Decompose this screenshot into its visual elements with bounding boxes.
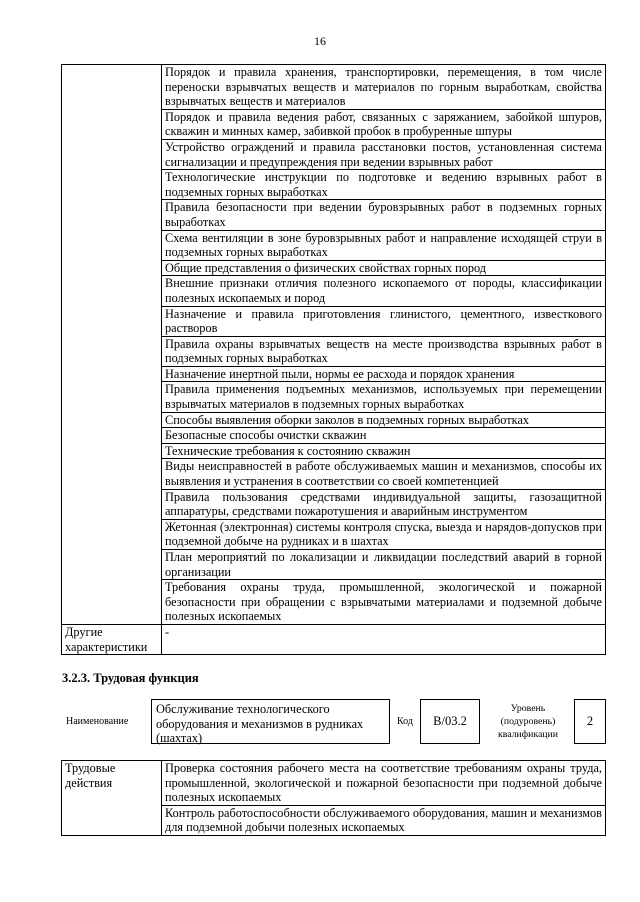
- knowledge-item: Технические требования к состоянию скважин: [162, 443, 606, 459]
- knowledge-item: Правила пользования средствами индивидуальной защиты, газозащитной аппаратуры, средствами пожаротушения и аварийным инструментом: [162, 489, 606, 519]
- knowledge-item: Внешние признаки отличия полезного ископаемого от породы, классификации полезных ископаемых и пород: [162, 276, 606, 306]
- knowledge-label-cell: [62, 65, 162, 625]
- knowledge-item: Виды неисправностей в работе обслуживаемых машин и механизмов, способы их выявления и устранения в соответствии со своей компетенцией: [162, 459, 606, 489]
- function-code-value: B/03.2: [420, 699, 480, 744]
- labor-actions-label: Трудовые действия: [62, 761, 162, 836]
- knowledge-item: Способы выявления оборки заколов в подземных горных выработках: [162, 412, 606, 428]
- qualification-level-value: 2: [574, 699, 606, 744]
- function-code-label: Код: [397, 716, 413, 727]
- knowledge-row: [62, 65, 606, 110]
- other-characteristics-value: -: [162, 624, 606, 654]
- section-heading: 3.2.3. Трудовая функция: [62, 671, 199, 685]
- knowledge-item: Жетонная (электронная) системы контроля спуска, выезда и нарядов-допусков при подземной добыче на рудниках и в шахтах: [162, 519, 606, 549]
- function-name-label: Наименование: [66, 716, 129, 727]
- labor-action-item: Проверка состояния рабочего места на соответствие требованиям охраны труда, промышленной, экологической и пожарной безопасности при подземной добыче полезных ископаемых: [162, 761, 606, 806]
- labor-action-item: Контроль работоспособности обслуживаемого оборудования, машин и механизмов для подземной добычи полезных ископаемых: [162, 805, 606, 835]
- knowledge-item: Правила безопасности при ведении буровзрывных работ в подземных горных выработках: [162, 200, 606, 230]
- labor-action-row: [62, 761, 606, 806]
- knowledge-item: Порядок и правила хранения, транспортировки, перемещения, в том числе переноски взрывчатых веществ и материалов по горным выработкам, свойства взрывчатых веществ и материалов: [162, 65, 606, 110]
- qualification-level-label: Уровень (подуровень) квалификации: [497, 703, 559, 740]
- function-name-value: Обслуживание технологического оборудования и механизмов в рудниках (шахтах): [151, 699, 390, 744]
- knowledge-item: Требования охраны труда, промышленной, экологической и пожарной безопасности при обращении с взрывчатыми материалами и подземной добыче полезных ископаемых: [162, 580, 606, 625]
- knowledge-item: План мероприятий по локализации и ликвидации последствий аварий в горной организации: [162, 550, 606, 580]
- knowledge-item: Безопасные способы очистки скважин: [162, 428, 606, 444]
- labor-actions-table: [61, 760, 606, 836]
- knowledge-item: Назначение и правила приготовления глинистого, цементного, известкового растворов: [162, 306, 606, 336]
- other-characteristics-label: Другие характеристики: [62, 624, 162, 654]
- knowledge-item: Устройство ограждений и правила расстановки постов, установленная система сигнализации и предупреждения при ведении взрывных работ: [162, 139, 606, 169]
- knowledge-item: Общие представления о физических свойствах горных пород: [162, 260, 606, 276]
- knowledge-item: Правила применения подъемных механизмов, используемых при перемещении взрывчатых материалов в подземных горных выработках: [162, 382, 606, 412]
- knowledge-item: Порядок и правила ведения работ, связанных с заряжанием, забойкой шпуров, скважин и минных камер, забивкой пробок в пробуренные шпуры: [162, 109, 606, 139]
- knowledge-item: Правила охраны взрывчатых веществ на месте производства взрывных работ в подземных горных выработках: [162, 336, 606, 366]
- knowledge-item: Назначение инертной пыли, нормы ее расхода и порядок хранения: [162, 366, 606, 382]
- other-characteristics-row: [62, 624, 606, 654]
- knowledge-item: Схема вентиляции в зоне буровзрывных работ и направление исходящей струи в подземных горных выработках: [162, 230, 606, 260]
- knowledge-item: Технологические инструкции по подготовке и ведению взрывных работ в подземных горных выработках: [162, 170, 606, 200]
- knowledge-table: [61, 64, 606, 655]
- page-number: 16: [314, 34, 326, 48]
